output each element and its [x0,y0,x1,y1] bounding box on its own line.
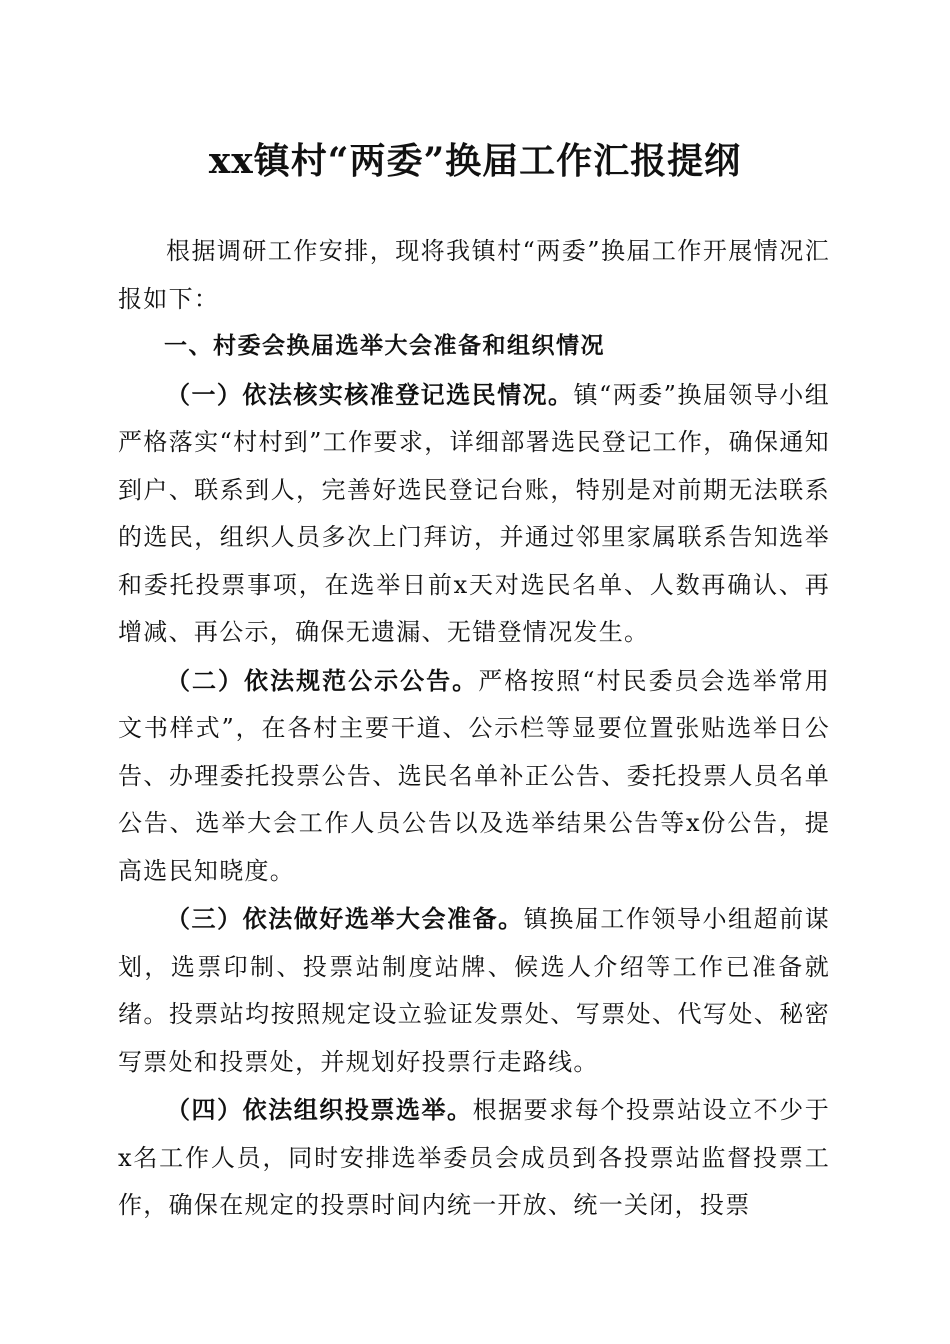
paragraph-1 [118,371,830,657]
paragraph-text: 镇“两委”换届领导小组严格落实“村村到”工作要求，详细部署选民登记工作，确保通知到户、联系到人，完善好选民登记台账，特别是对前期无法联系的选民，组织人员多次上门拜访，并通过邻里家属联系告知选举和委托投票事项，在选举日前x天对选民名单、人数再确认、再增减、再公示，确保无遗漏、无错登情况发生。 [118,380,830,646]
paragraph-2 [118,657,830,896]
paragraph-lead: （一）依法核实核准登记选民情况。 [166,379,574,409]
paragraph-lead: （四）依法组织投票选举。 [166,1095,473,1124]
paragraph-4 [118,1086,830,1230]
intro-paragraph: 根据调研工作安排，现将我镇村“两委”换届工作开展情况汇报如下： [118,237,830,313]
document-body [118,228,830,1230]
paragraph-lead: （三）依法做好选举大会准备。 [166,904,524,933]
section-heading: 一、村委会换届选举大会准备和组织情况 [164,333,605,359]
paragraph-text: 镇换届工作领导小组超前谋划，选票印制、投票站制度站牌、候选人介绍等工作已准备就绪。投票站均按照规定设立验证发票处、写票处、代写处、秘密写票处和投票处，并规划好投票行走路线。 [118,905,830,1076]
paragraph-lead: （二）依法规范公示公告。 [166,665,479,695]
paragraph-text: 严格按照“村民委员会选举常用文书样式”，在各村主要干道、公示栏等显要位置张贴选举日公告、办理委托投票公告、选民名单补正公告、委托投票人员名单公告、选举大会工作人员公告以及选举结果公告等x份公告，提高选民知晓度。 [118,666,830,885]
document-title: xx镇村“两委”换届工作汇报提纲 [208,140,742,182]
paragraph-text: 根据要求每个投票站设立不少于x名工作人员，同时安排选举委员会成员到各投票站监督投票工作，确保在规定的投票时间内统一开放、统一关闭，投票 [118,1096,830,1219]
paragraph-3 [118,895,830,1086]
